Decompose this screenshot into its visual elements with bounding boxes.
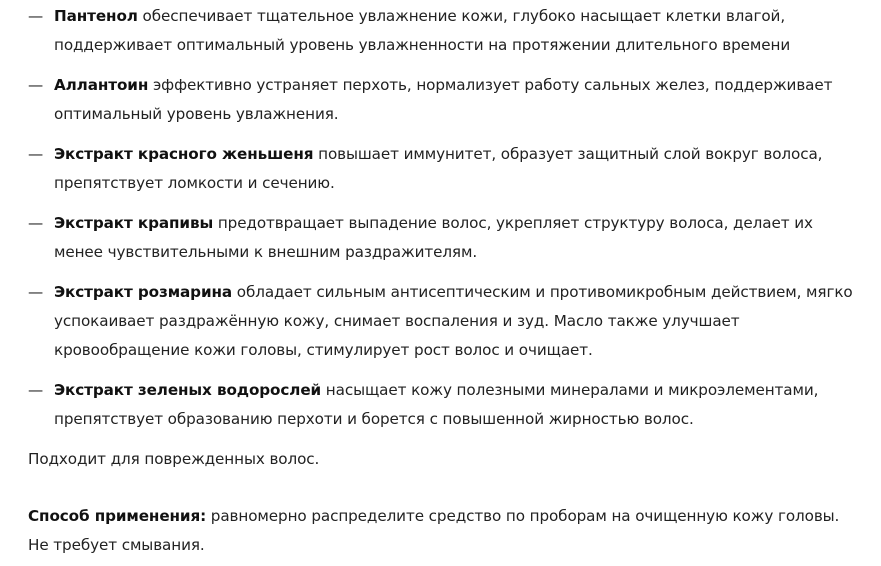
ingredient-item-nettle: [28, 209, 861, 267]
suitable-for-text: Подходит для поврежденных волос.: [28, 450, 320, 468]
dash-bullet: —: [28, 381, 44, 399]
dash-bullet: —: [28, 214, 44, 232]
ingredient-description: обладает сильным антисептическим и противомикробным действием, мягко успокаивает раздражённую кожу, снимает воспаления и зуд. Масло также улучшает кровообращение кожи головы, стимулирует рост волос и очищает.: [54, 283, 853, 359]
ingredient-name: Экстракт зеленых водорослей: [54, 381, 322, 399]
dash-bullet: —: [28, 145, 44, 163]
dash-bullet: —: [28, 283, 44, 301]
ingredient-name: Аллантоин: [54, 76, 149, 94]
ingredient-description: насыщает кожу полезными минералами и микроэлементами, препятствует образованию перхоти и борется с повышенной жирностью волос.: [54, 381, 819, 428]
ingredient-name: Экстракт розмарина: [54, 283, 233, 301]
ingredient-name: Пантенол: [54, 7, 138, 25]
ingredient-list: [28, 0, 861, 434]
usage-label: Способ применения:: [28, 507, 207, 525]
ingredient-name: Экстракт крапивы: [54, 214, 214, 232]
usage-instructions: [28, 502, 861, 560]
usage-text: равномерно распределите средство по проборам на очищенную кожу головы. Не требует смывания.: [28, 507, 840, 554]
ingredient-description: эффективно устраняет перхоть, нормализует работу сальных желез, поддерживает оптимальный уровень увлажнения.: [54, 76, 833, 123]
ingredient-item-allantoin: [28, 71, 861, 129]
dash-bullet: —: [28, 7, 44, 25]
dash-bullet: —: [28, 76, 44, 94]
ingredient-item-red-ginseng: [28, 140, 861, 198]
ingredient-name: Экстракт красного женьшеня: [54, 145, 314, 163]
ingredient-item-panthenol: [28, 2, 861, 60]
ingredient-item-rosemary: [28, 278, 861, 365]
ingredient-description: обеспечивает тщательное увлажнение кожи, глубоко насыщает клетки влагой, поддерживает оптимальный уровень увлажненности на протяжении длительного времени: [54, 7, 791, 54]
ingredient-description: предотвращает выпадение волос, укрепляет структуру волоса, делает их менее чувствительными к внешним раздражителям.: [54, 214, 813, 261]
ingredient-item-green-algae: [28, 376, 861, 434]
ingredient-description: повышает иммунитет, образует защитный слой вокруг волоса, препятствует ломкости и сечению.: [54, 145, 823, 192]
